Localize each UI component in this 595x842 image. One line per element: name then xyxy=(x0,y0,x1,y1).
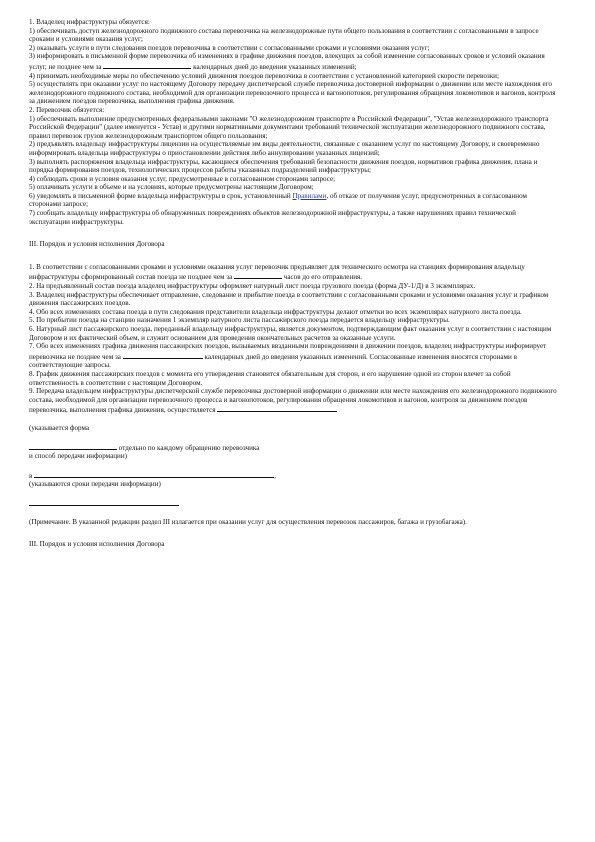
note-text: (Примечание. В указанной редакции раздел III излагается при оказании услуг для осуществления перевозок пассажиров, багажа и грузобагажа). xyxy=(29,517,467,526)
obligation-item: 2) оказывать услуги в пути следования поездов перевозчика в соответствии с согласованными сроками и условиями оказания услуг; xyxy=(29,43,430,52)
clause-item: 6. Натурный лист пассажирского поезда, переданный владельцу инфраструктуры, является документом, подтверждающим факт оказания услуг в соответствии с настоящим Договором и их фактический объем, и служит основанием для проведения окончательных расчетов за оказанные услуги. xyxy=(29,325,552,342)
obligation-item: 7) сообщать владельцу инфраструктуры об обнаруженных повреждениях объектов железнодорожной инфраструктуры, а также нарушениях правил технической эксплуатации инфраструктуры. xyxy=(29,209,516,226)
obligation-item: 3) выполнять распоряжения владельца инфраструктуры, касающиеся обеспечения требований безопасности движения поездов, нормативов графика движения, плана и порядка формирования поездов, технологических процессов работы указанных подразделений инфраструктуры; xyxy=(29,157,538,175)
form-line: в , xyxy=(29,471,276,480)
clause-item: 3. Владелец инфраструктуры обеспечивает отправление, следование и прибытие поезда в соответствии с согласованными сроками и условиями оказания услуг и графиком движения пассажирских поездов. xyxy=(29,290,549,308)
blank-period-field[interactable] xyxy=(34,470,274,478)
obligation-item: 6) уведомлять в письменной форме владельца инфраструктуры в срок, установленный Правилами, об отказе от получения услуг, предусмотренных в согласованном сторонами запросе; xyxy=(29,191,527,209)
obligations-infrastructure-heading: 1. Владелец инфраструктуры обязуется: xyxy=(29,18,150,26)
section-heading: III. Порядок и условия исполнения Договора xyxy=(29,540,165,549)
rules-link[interactable]: Правилами xyxy=(292,191,327,200)
form-line xyxy=(29,498,557,509)
obligation-item: 1) обеспечивать доступ железнодорожного подвижного состава перевозчика на железнодорожные пути общего пользования в соответствии с согласованными в запросе сроками и условиями оказания услуг; xyxy=(29,26,539,44)
form-caption: (указываются сроки передачи информации) xyxy=(29,480,161,489)
obligations-carrier-heading: 2. Перевозчик обязуется: xyxy=(29,105,105,114)
clause-item: 4. Обо всех изменениях состава поезда в пути следования представители владельца инфраструктуры делают отметки во всех экземплярах натурного листа поезда. xyxy=(29,307,522,316)
obligation-item: 1) обеспечивать выполнение предусмотренных федеральными законами "О железнодорожном транспорте в Российской Федерации", "Устав железнодорожного транспорта Российской Федерации" (далее именуется - Устав) и другими нормативными документами требований технической эксплуатации железнодорожного подвижного состава, правил перевозок грузов железнодорожным транспортом общего пользования; xyxy=(29,114,549,140)
section-heading: III. Порядок и условия исполнения Договора xyxy=(29,240,165,249)
document-page xyxy=(29,18,557,563)
blank-hours-field[interactable] xyxy=(234,271,282,279)
obligation-item: 4) принимать необходимые меры по обеспечению условий движения поездов перевозчика в соответствии с установленной категорией скорости перевозки; xyxy=(29,71,499,80)
blank-extra-field[interactable] xyxy=(29,498,179,506)
form-caption: (указывается форма xyxy=(29,423,90,432)
blank-form-field[interactable] xyxy=(29,442,117,450)
obligation-item: 3) информировать в письменной форме перевозчика об изменениях в графике движения поездов, влекущих за собой изменение согласованных сроков и условий оказания услуг, не позднее чем за календарных дней до введения указанных изменений; xyxy=(29,52,545,71)
blank-days-field[interactable] xyxy=(123,351,203,359)
obligation-item: 5) осуществлять при оказании услуг по настоящему Договору передачу диспетчерской службе перевозчика достоверной информации о движении или месте нахождения его железнодорожного подвижного состава, необходимой для организации перевозочного процесса и вагонопотоков, регулирования обращения локомотивов и вагонов, контроля за движением поездов перевозчика, выполнения графика движения. xyxy=(29,80,556,106)
clause-item: 5. По прибытии поезда на станцию назначения 1 экземпляр натурного листа пассажирского поезда передается владельцу инфраструктуры. xyxy=(29,316,450,325)
clause-item: 7. Обо всех изменениях графика движения пассажирских поездов, вызываемых ввзданными повреждениями в движении поездов, владелец инфраструктуры информирует перевозчика не позднее чем за календарных дней до введения указанных изменений. Согласованные изменения вносятся сторонами в соответствующие запросы. xyxy=(29,342,547,370)
form-caption: и способ передачи информации) xyxy=(29,452,127,461)
form-line: отдельно по каждому обращению перевозчика xyxy=(29,442,557,453)
obligation-item: 4) соблюдать сроки и условия оказания услуг, предусмотренные в согласованном сторонами запросе; xyxy=(29,174,336,183)
clause-item: 9. Передача владельцем инфраструктуры диспетчерской службе перевозчика достоверной информации о движении или месте нахождения его железнодорожного подвижного состава, необходимой для организации перевозочного процесса и вагонопотоков, регулирования обращения локомотивов и вагонов, контроля за движением поездов перевозчика, выполнения графика движения, осуществляется xyxy=(29,387,557,415)
clause-item: 1. В соответствии с согласованными сроками и условиями оказания услуг перевозчик предъявляет для технического осмотра на станциях формирования владельцу инфраструктуры сформированный состав поезда не позднее чем за часов до его отправления. xyxy=(29,262,525,282)
blank-days-field[interactable] xyxy=(103,61,191,69)
clause-item: 2. На предъявленный состав поезда владелец инфраструктуры оформляет натурный лист поезда грузового поезда (форма ДУ-1/Д) в 3 экземплярах. xyxy=(29,282,476,291)
obligation-item: 2) предъявлять владельцу инфраструктуры лицензии на осуществляемые им виды деятельности, связанные с оказанием услуг по настоящему Договору, и своевременно информировать владельца инфраструктуры о приостановлении действия либо аннулировании указанных лицензий; xyxy=(29,140,540,157)
clause-item: 8. График движения пассажирских поездов с момента его утверждения становится обязательным для сторон, и его нарушение одной из сторон влечет за собой ответственность в соответствии с настоящим Договором. xyxy=(29,369,511,387)
obligation-item: 5) оплачивать услуги в объеме и на условиях, которые предусмотрены настоящим Договором; xyxy=(29,183,314,192)
blank-method-field[interactable] xyxy=(217,404,337,412)
